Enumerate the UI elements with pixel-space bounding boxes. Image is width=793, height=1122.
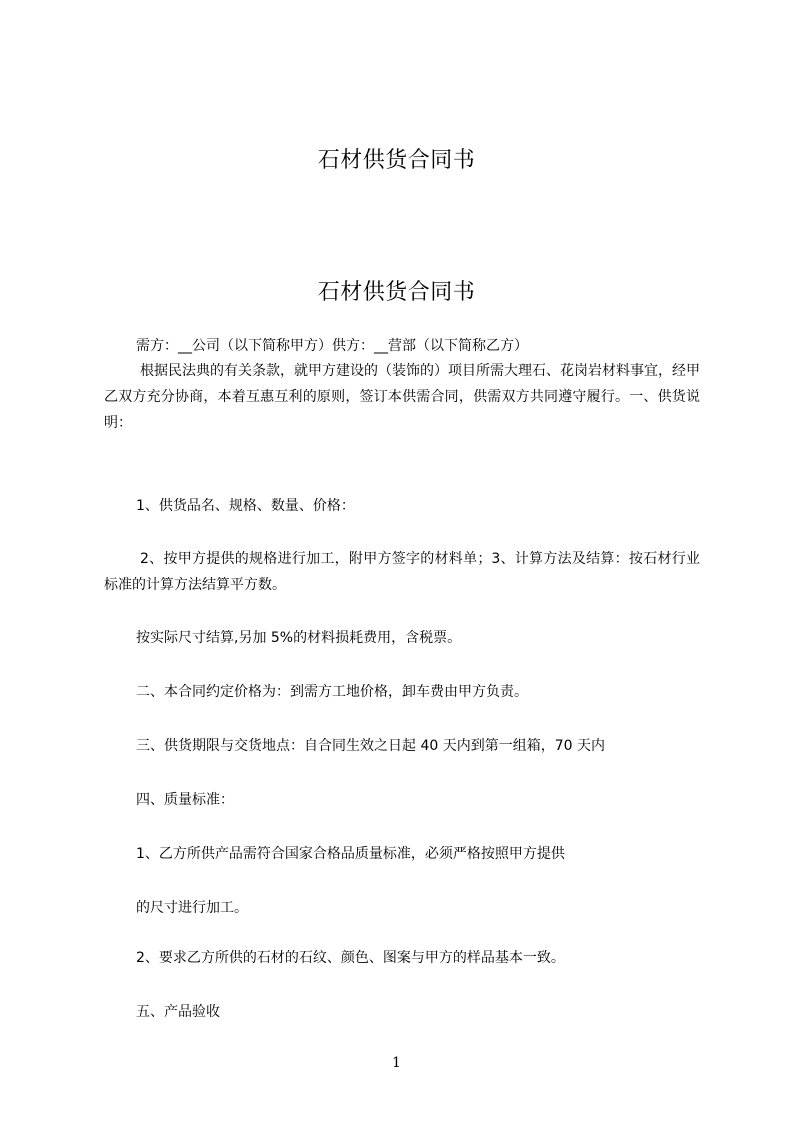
- supply-item-1: 1、供货品名、规格、数量、价格：: [136, 498, 355, 514]
- intro-paragraph: 根据民法典的有关条款，就甲方建设的（装饰的）项目所需大理石、花岗岩材料事宜，经甲乙双方充分协商，本着互惠互利的原则，签订本供需合同，供需双方共同遵守履行。一、供货说明：: [104, 363, 700, 431]
- page-number: 1: [392, 1055, 401, 1071]
- section-acceptance: 五、产品验收: [136, 1004, 220, 1020]
- parties-line: 需方：__公司（以下简称甲方）供方：__营部（以下简称乙方）: [136, 338, 528, 354]
- quality-item-1-line-2: 的尺寸进行加工。: [136, 900, 248, 916]
- section-delivery: 三、供货期限与交货地点：自合同生效之日起 40 天内到第一组箱，70 天内: [136, 738, 605, 754]
- section-price: 二、本合同约定价格为：到需方工地价格，卸车费由甲方负责。: [136, 684, 528, 700]
- quality-item-2: 2、要求乙方所供的石材的石纹、颜色、图案与甲方的样品基本一致。: [136, 950, 565, 966]
- section-quality: 四、质量标准：: [136, 792, 234, 808]
- supply-item-2: 2、按甲方提供的规格进行加工，附甲方签字的材料单；3、计算方法及结算：按石材行业标准的计算方法结算平方数。: [104, 551, 700, 593]
- document-title: 石材供货合同书: [317, 280, 476, 305]
- quality-item-1-line-1: 1、乙方所供产品需符合国家合格品质量标准，必须严格按照甲方提供: [136, 846, 565, 862]
- settlement-note: 按实际尺寸结算,另加 5%的材料损耗费用，含税票。: [136, 630, 462, 646]
- cover-title: 石材供货合同书: [317, 148, 476, 173]
